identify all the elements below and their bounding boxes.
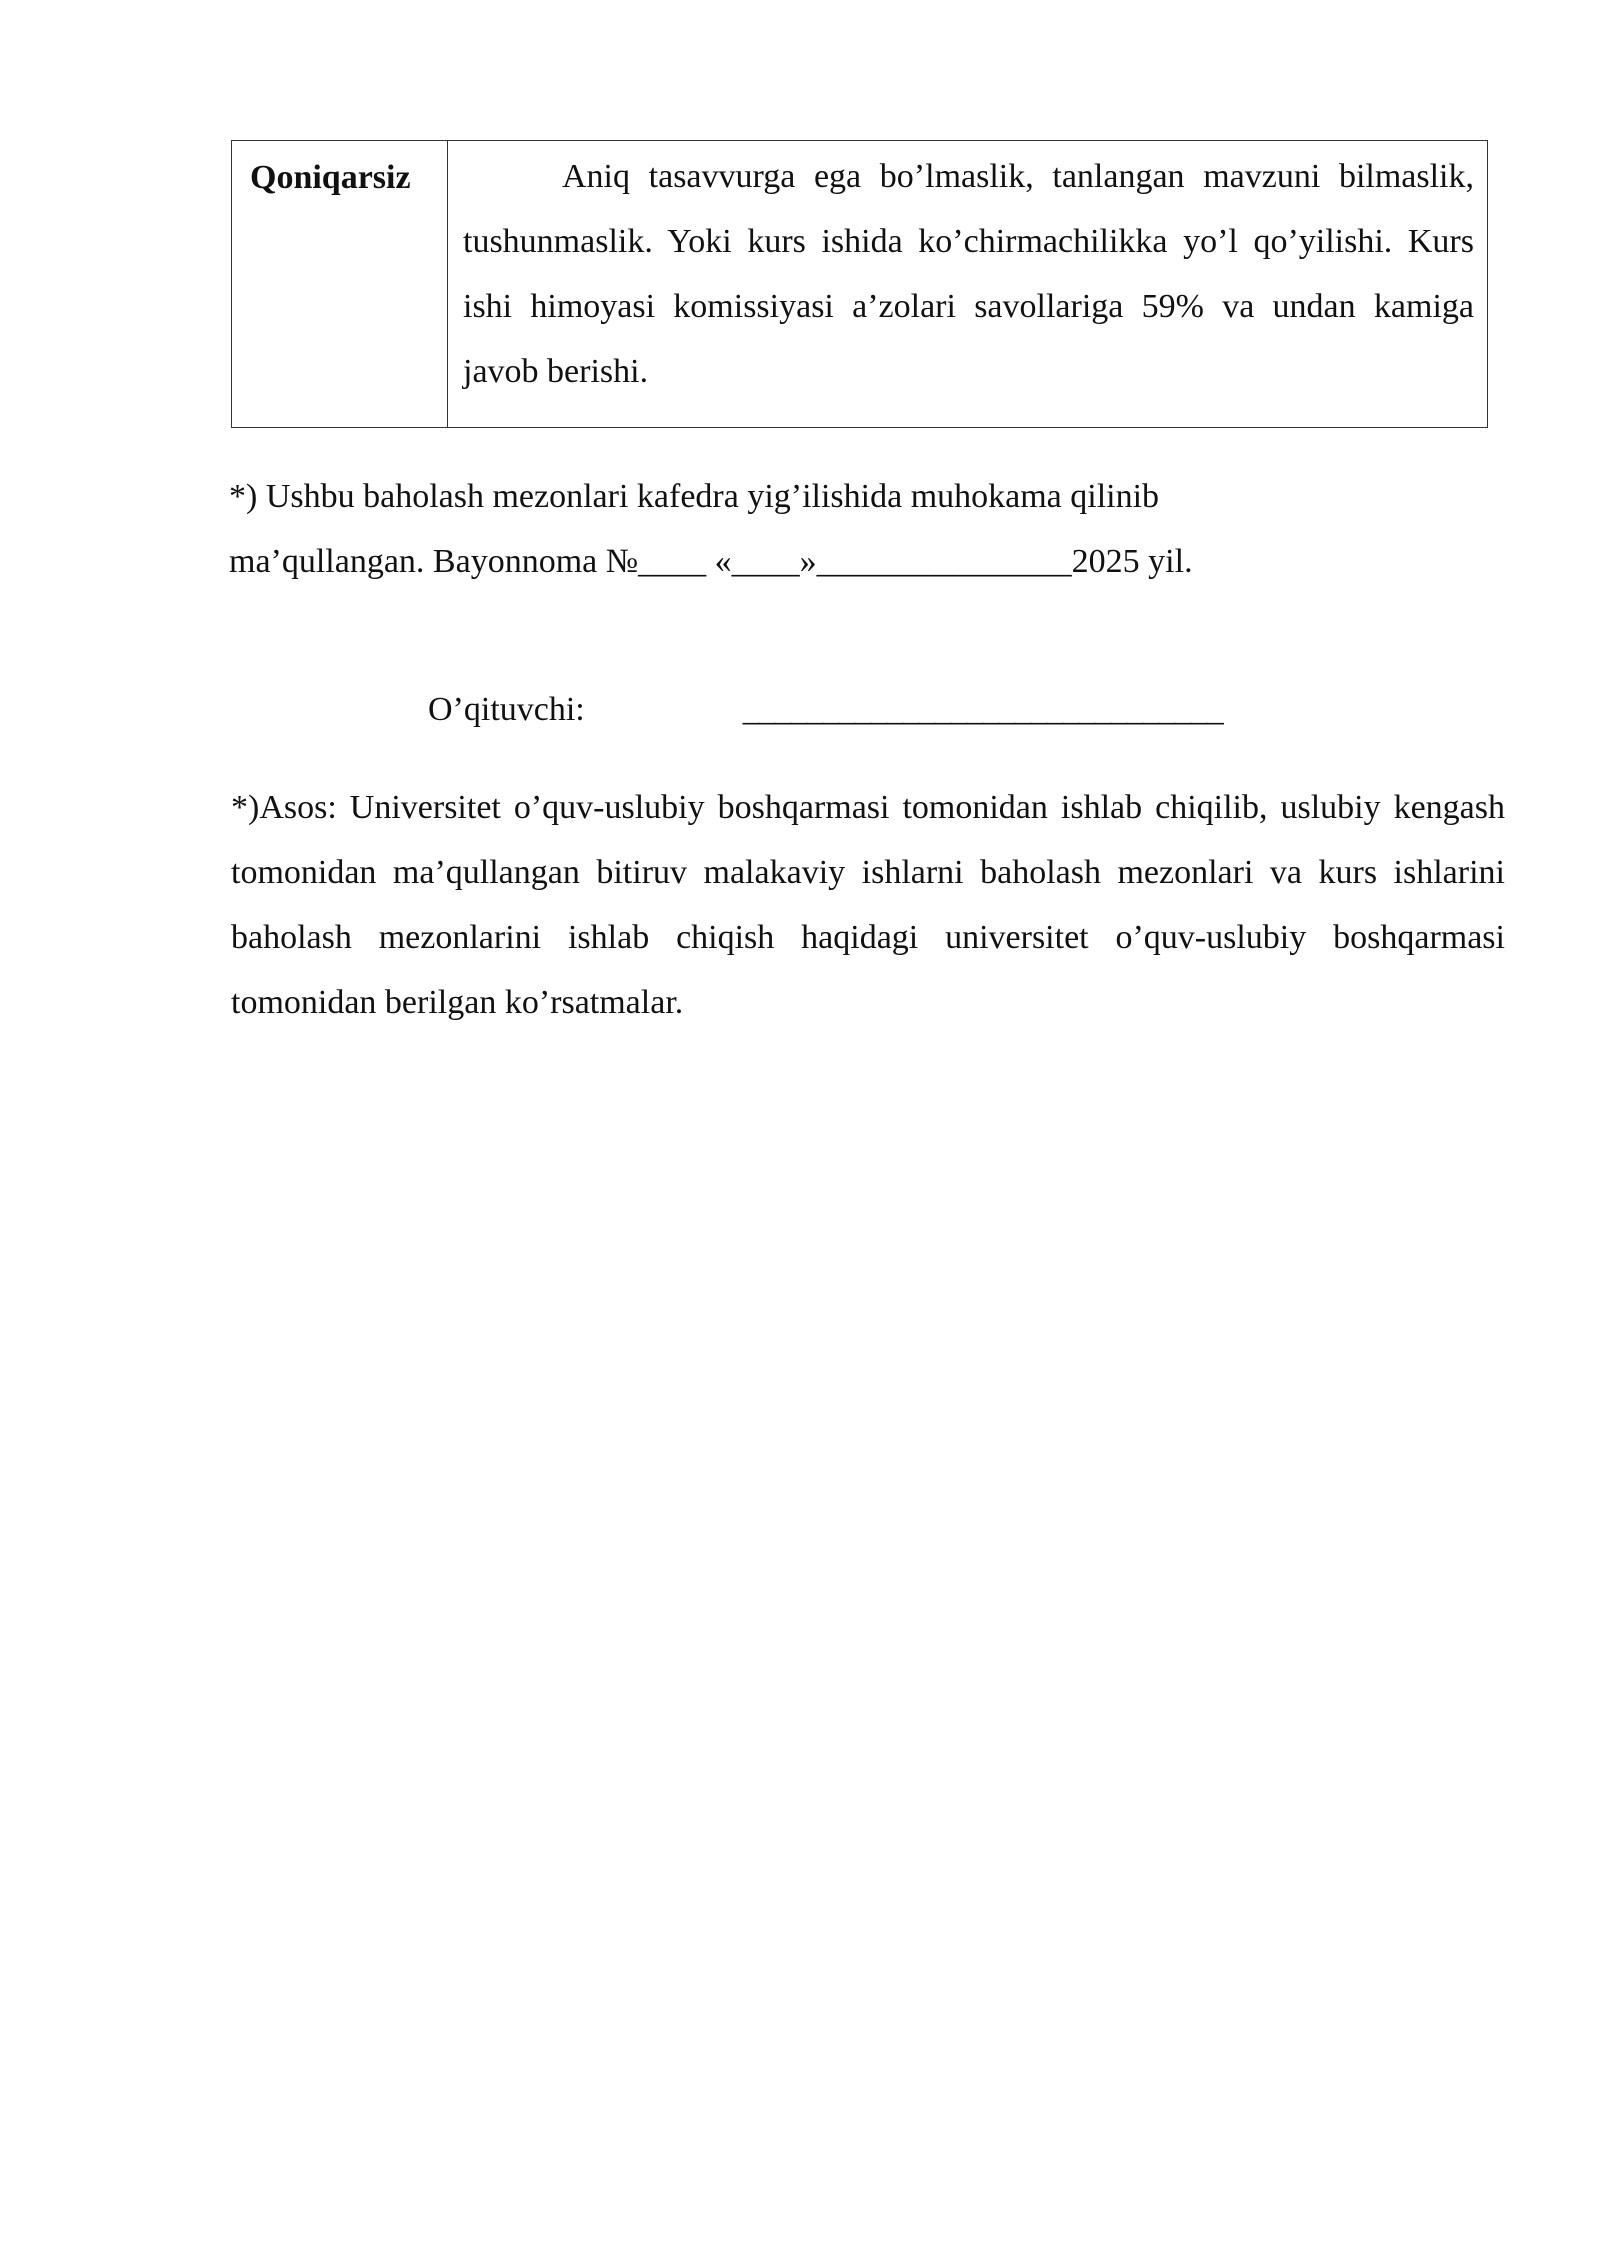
approval-note-line-1: *) Ushbu baholash mezonlari kafedra yig’ilishida muhokama qilinib xyxy=(229,478,1160,515)
description-cell: Aniq tasavvurga ega bo’lmaslik, tanlangan mavzuni bilmaslik, tushunmaslik. Yoki kurs ishida ko’chirmachilikka yo’l qo’yilishi. Kurs ishi himoyasi komissiyasi a’zolari savollariga 59% va undan kamiga javob berishi. xyxy=(463,158,1474,390)
teacher-signature-row xyxy=(428,680,1223,740)
approval-note xyxy=(229,464,1329,594)
approval-note-line-2: ma’qullangan. Bayonnoma №____ «____»_______________2025 yil. xyxy=(229,543,1193,580)
criteria-table xyxy=(231,140,1488,428)
teacher-label: O’qituvchi: xyxy=(428,691,585,728)
basis-note: *)Asos: Universitet o’quv-uslubiy boshqarmasi tomonidan ishlab chiqilib, uslubiy kengash tomonidan ma’qullangan bitiruv malakaviy ishlarni baholash mezonlari va kurs ishlarini baholash mezonlarini ishlab chiqish haqidagi universitet o’quv-uslubiy boshqarmasi tomonidan berilgan ko’rsatmalar. xyxy=(231,789,1505,1021)
grade-cell: Qoniqarsiz xyxy=(232,141,448,427)
signature-line: ______________________________ xyxy=(742,691,1223,728)
